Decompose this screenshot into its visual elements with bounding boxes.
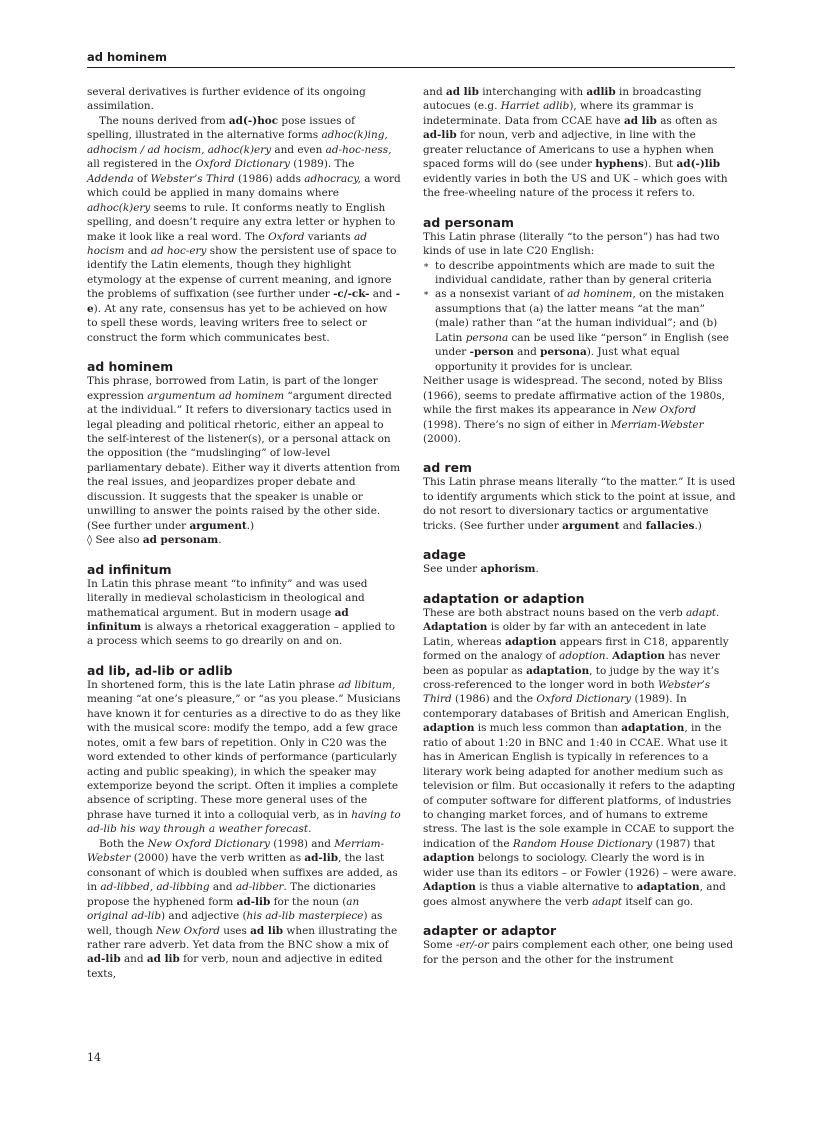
entry-body-ad-lib-p1: In shortened form, this is the late Latin phrase ad libitum, meaning “at one’s pleasure,” or “as you please.” Musicians have known it for centuries as a directive to do as they like with the musical score: modify the tempo, add a few grace notes, omit a few bars of repetition. Only in C20 was the word extended to other kinds of performance (particularly acting and public speaking), in which the speaker may extemporize beyond the script. Often it implies a complete absence of scripting. These more general uses of the phrase have turned it into a colloquial verb, as in having to ad-lib his way through a weather forecast. [87, 678, 401, 836]
usage-list [423, 259, 737, 375]
see-also-ad-hominem: ◊ See also ad personam. [87, 534, 222, 547]
left-column [87, 85, 401, 981]
entry-body-ad-rem: This Latin phrase means literally “to the matter.” It is used to identify arguments which stick to the point at issue, and do not resort to diversionary tactics or argumentative tricks. (See further under argument and fallacies.) [423, 476, 736, 532]
headword-adage: adage [423, 547, 466, 563]
right-column [423, 85, 737, 967]
list-item [423, 259, 737, 288]
list-item [423, 287, 737, 374]
headword-ad-personam: ad personam [423, 214, 514, 230]
running-head: ad hominem [87, 50, 735, 68]
entry-body-ad-hominem: This phrase, borrowed from Latin, is part of the longer expression argumentum ad hominem “argument directed at the individual.” It refers to diversionary tactics used in legal pleading and political rhetoric, either an appeal to the self-interest of the listener(s), or a personal attack on the opposition (the “mudslinging” of low-level parliamentary debate). Either way it diverts attention from the real issues, and jeopardizes proper debate and discussion. It suggests that the speaker is unable or unwilling to answer the points raised by the other side. (See further under argument.) [87, 375, 400, 532]
headword-adapter: adapter or adaptor [423, 923, 557, 939]
entry-body-ad-lib-p2: Both the New Oxford Dictionary (1998) and Merriam-Webster (2000) have the verb written as ad-lib, the last consonant of which is doubled when suffixes are added, as in ad-libbed, ad-libbing and ad-libber. The dictionaries propose the hyphened form ad-lib for the noun (an original ad-lib) and adjective (his ad-lib masterpiece) as well, though New Oxford uses ad lib when illustrating the rather rare adverb. Yet data from the BNC show a mix of ad-lib and ad lib for verb, noun and adjective in edited texts, [87, 837, 398, 980]
entry-intro-ad-personam: This Latin phrase (literally “to the person”) has had two kinds of use in late C20 English: [423, 230, 720, 258]
entry-body-ad-infinitum: In Latin this phrase meant “to infinity” and was used literally in medieval scholasticism in theological and mathematical argument. But in modern usage ad infinitum is always a rhetorical exaggeration – applied to a process which seems to go drearily on and on. [87, 577, 396, 648]
continued-paragraph-ad-lib: and ad lib interchanging with adlib in broadcasting autocues (e.g. Harriet adlib), where its grammar is indeterminate. Data from CCAE have ad lib as often as ad-lib for noun, verb and adjective, in line with the greater reluctance of Americans to use a hyphen when spaced forms will do (see under hyphens). But ad(-)lib evidently varies in both the US and UK – which goes with the free-wheeling nature of the process it refers to. [423, 86, 728, 200]
headword-ad-lib: ad lib, ad-lib or adlib [87, 662, 233, 678]
bullet-asterisk-icon: ∗ [423, 289, 430, 300]
continued-paragraph: several derivatives is further evidence of its ongoing assimilation. [87, 86, 366, 113]
entry-body-adaptation: These are both abstract nouns based on the verb adapt. Adaptation is older by far with an antecedent in late Latin, whereas adaption appears first in C18, apparently formed on the analogy of adoption. Adaption has never been as popular as adaptation, to judge by the way it’s cross-referenced to the longer word in both Webster’s Third (1986) and the Oxford Dictionary (1989). In contemporary databases of British and American English, adaption is much less common than adaptation, in the ratio of about 1:20 in BNC and 1:40 in CCAE. What use it has in American English is typically in references to a literary work being adapted for another medium such as television or film. But occasionally it refers to the adapting of computer software for different platforms, of industries to changing market forces, and of humans to extreme stress. The last is the sole example in CCAE to support the indication of the Random House Dictionary (1987) that adaption belongs to sociology. Clearly the word is in wider use than its editors – or Fowler (1926) – were aware. Adaption is thus a viable alternative to adaptation, and goes almost anywhere the verb adapt itself can go. [423, 606, 737, 908]
headword-ad-hominem: ad hominem [87, 359, 174, 375]
page-number: 14 [87, 1051, 101, 1064]
headword-adaptation: adaptation or adaption [423, 590, 585, 606]
entry-body-adage: See under aphorism. [423, 563, 539, 576]
bullet-asterisk-icon: ∗ [423, 260, 430, 271]
entry-body-adapter: Some -er/-or pairs complement each other, one being used for the person and the other for the instrument [423, 939, 734, 966]
headword-ad-rem: ad rem [423, 460, 472, 476]
ad-hoc-derivatives-paragraph: The nouns derived from ad(-)hoc pose issues of spelling, illustrated in the alternative forms adhoc(k)ing, adhocism / ad hocism, adhoc(k)ery and even ad-hoc-ness, all registered in the Oxford Dictionary (1989). The Addenda of Webster’s Third (1986) adds adhocracy, a word which could be applied in many domains where adhoc(k)ery seems to rule. It conforms neatly to English spelling, and doesn’t require any extra letter or hyphen to make it look like a real word. The Oxford variants ad hocism and ad hoc-ery show the persistent use of space to identify the Latin elements, though they highlight etymology at the expense of current meaning, and ignore the problems of suffixation (see further under -c/-ck- and -e). At any rate, consensus has yet to be achieved on how to spell these words, leaving writers free to select or construct the form which communicates best. [87, 114, 401, 344]
headword-ad-infinitum: ad infinitum [87, 561, 172, 577]
entry-outro-ad-personam: Neither usage is widespread. The second, noted by Bliss (1966), seems to predate affirmative action of the 1980s, while the first makes its appearance in New Oxford (1998). There’s no sign of either in Merriam-Webster (2000). [423, 375, 725, 445]
list-item-text: to describe appointments which are made to suit the individual candidate, rather than by general criteria [435, 259, 715, 286]
list-item-text: as a nonsexist variant of ad hominem, on the mistaken assumptions that (a) the latter means “at the man” (male) rather than “at the human individual”; and (b) Latin persona can be used like “person” in English (see under -person and persona). Just what equal opportunity it provides for is unclear. [435, 288, 729, 373]
